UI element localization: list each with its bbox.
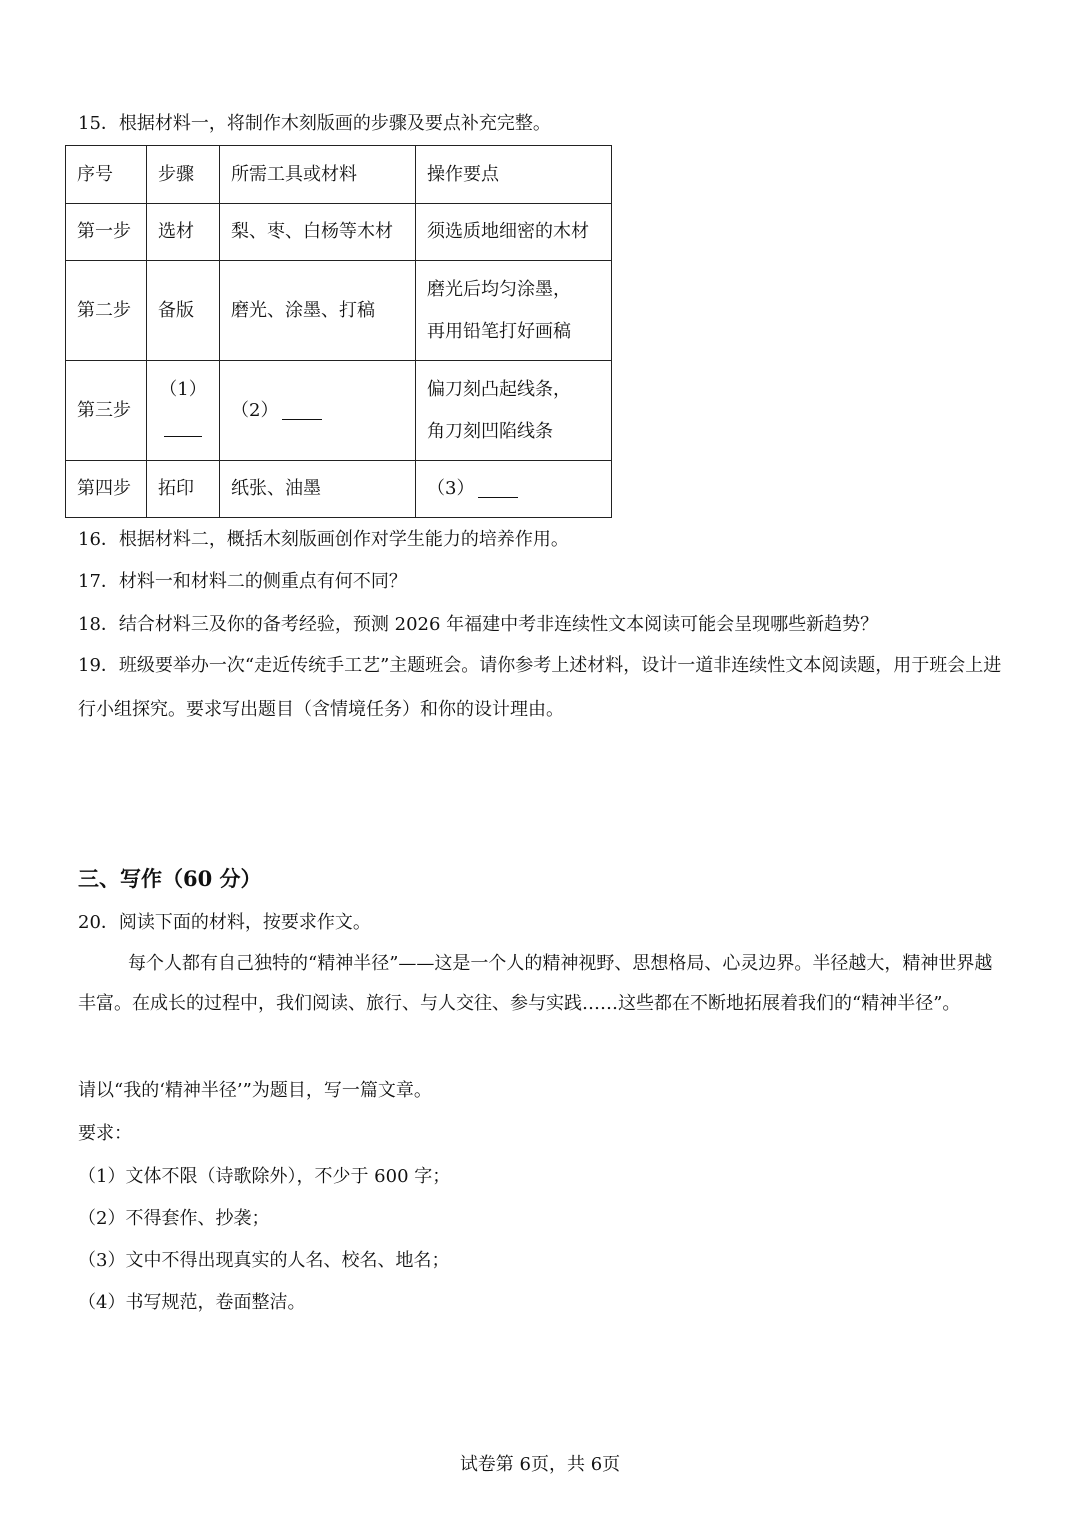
row2-tools: 磨光、涂墨、打稿 [220,261,416,361]
table-row [66,204,612,261]
row2-points [416,261,612,361]
header-seq: 序号 [66,146,147,204]
row1-seq: 第一步 [66,204,147,261]
blank-2-label: （2） [231,399,279,421]
row3-seq: 第三步 [66,361,147,461]
table-header-row [66,146,612,204]
steps-table [65,145,612,518]
row3-points [416,361,612,461]
header-points: 操作要点 [416,146,612,204]
question-19: 19．班级要举办一次“走近传统手工艺”主题班会。请你参考上述材料，设计一道非连续性文本阅读题，用于班会上进行小组探究。要求写出题目（含情境任务）和你的设计理由。 [78,655,1002,720]
row1-step: 选材 [147,204,220,261]
page-footer: 试卷第 6页，共 6页 [459,1454,621,1475]
row1-tools: 梨、枣、白杨等木材 [220,204,416,261]
requirement-2: （2）不得套作、抄袭； [78,1208,270,1229]
blank-1-label: （1） [159,378,207,400]
answer-blank-3[interactable] [478,479,518,498]
row4-tools: 纸张、油墨 [220,461,416,518]
table-row [66,361,612,461]
question-18: 18．结合材料三及你的备考经验，预测 2026 年福建中考非连续性文本阅读可能会呈现哪些新趋势？ [78,614,879,635]
header-step: 步骤 [147,146,220,204]
row4-points [416,461,612,518]
question-20: 20．阅读下面的材料，按要求作文。 [78,912,371,933]
writing-material: 每个人都有自己独特的“精神半径”——这是一个人的精神视野、思想格局、心灵边界。半径越大，精神世界越丰富。在成长的过程中，我们阅读、旅行、与人交往、参与实践……这些都在不断地拓展着我们的“精神半径”。 [78,953,993,1014]
requirement-3: （3）文中不得出现真实的人名、校名、地名； [78,1250,450,1271]
question-17: 17．材料一和材料二的侧重点有何不同？ [78,571,407,592]
row2-points-line1: 磨光后均匀涂墨， [427,278,571,300]
question-15: 15．根据材料一，将制作木刻版画的步骤及要点补充完整。 [78,113,551,134]
requirement-4: （4）书写规范，卷面整洁。 [78,1292,306,1313]
row1-points: 须选质地细密的木材 [416,204,612,261]
row4-seq: 第四步 [66,461,147,518]
question-16: 16．根据材料二，概括木刻版画创作对学生能力的培养作用。 [78,529,569,550]
section-writing-title: 三、写作（60 分） [78,866,262,891]
row2-seq: 第二步 [66,261,147,361]
requirements-label: 要求： [78,1123,132,1144]
answer-blank-1[interactable] [164,422,202,437]
row3-step [147,361,220,461]
row2-step: 备版 [147,261,220,361]
row2-points-line2: 再用铅笔打好画稿 [427,320,571,342]
row4-step: 拓印 [147,461,220,518]
blank-1-line [158,411,208,453]
row3-tools [220,361,416,461]
table-row [66,461,612,518]
writing-prompt: 请以“我的‘精神半径’”为题目，写一篇文章。 [78,1080,432,1101]
row3-points-line1: 偏刀刻凸起线条， [427,378,571,400]
blank-3-label: （3） [427,478,475,499]
header-tools: 所需工具或材料 [220,146,416,204]
table-row [66,261,612,361]
requirement-1: （1）文体不限（诗歌除外），不少于 600 字； [78,1166,451,1187]
answer-blank-2[interactable] [282,401,322,420]
row3-points-line2: 角刀刻凹陷线条 [427,420,553,442]
